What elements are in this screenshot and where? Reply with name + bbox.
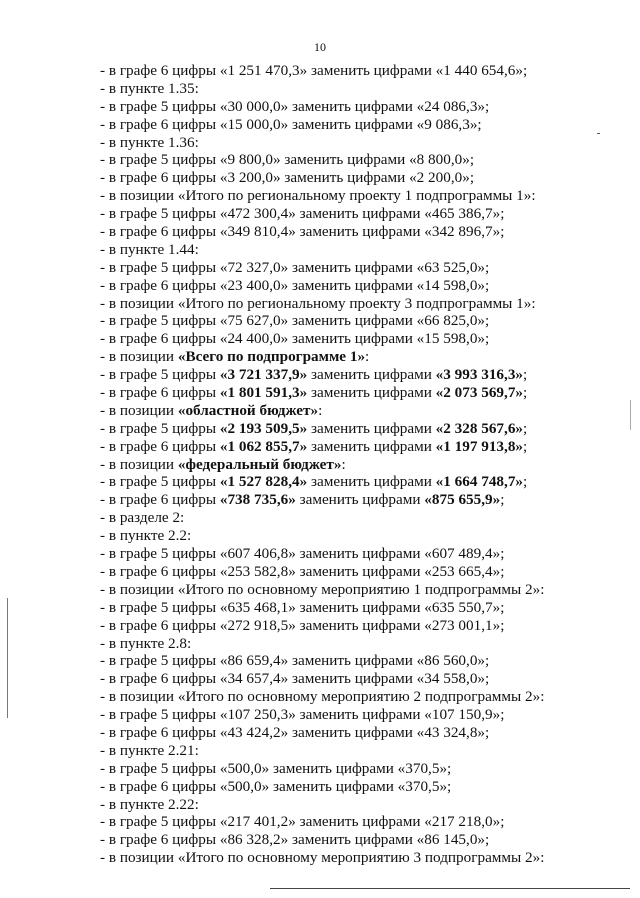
text-fragment: - в позиции «Итого по региональному проекту 3 подпрограммы 1»: bbox=[100, 294, 536, 312]
text-line bbox=[100, 831, 620, 849]
text-line bbox=[100, 151, 620, 169]
text-fragment: ; bbox=[523, 419, 528, 437]
bold-text-fragment: «875 655,9» bbox=[424, 491, 501, 509]
text-fragment: - в графе 5 цифры «86 659,4» заменить цифрами «86 560,0»; bbox=[100, 652, 490, 670]
text-fragment: ; bbox=[523, 384, 528, 402]
bold-text-fragment: «1 197 913,8» bbox=[435, 437, 523, 455]
bold-text-fragment: «2 073 569,7» bbox=[435, 384, 523, 402]
text-line bbox=[100, 509, 620, 527]
text-fragment: - в графе 6 цифры «23 400,0» заменить цифрами «14 598,0»; bbox=[100, 276, 490, 294]
text-fragment: - в графе 6 цифры bbox=[100, 384, 220, 402]
text-fragment: заменить цифрами bbox=[307, 437, 436, 455]
bold-text-fragment: «федеральный бюджет» bbox=[177, 455, 342, 473]
text-line bbox=[100, 849, 620, 867]
text-fragment: заменить цифрами bbox=[307, 419, 436, 437]
text-fragment: - в графе 6 цифры «34 657,4» заменить цифрами «34 558,0»; bbox=[100, 670, 490, 688]
text-fragment: - в графе 6 цифры «253 582,8» заменить цифрами «253 665,4»; bbox=[100, 562, 505, 580]
text-line bbox=[100, 527, 620, 545]
text-fragment: - в графе 6 цифры «3 200,0» заменить цифрами «2 200,0»; bbox=[100, 169, 475, 187]
text-line bbox=[100, 581, 620, 599]
text-fragment: - в графе 5 цифры «635 468,1» заменить цифрами «635 550,7»; bbox=[100, 598, 505, 616]
text-fragment: - в графе 6 цифры «24 400,0» заменить цифрами «15 598,0»; bbox=[100, 330, 490, 348]
bold-text-fragment: «2 328 567,6» bbox=[435, 419, 523, 437]
text-line bbox=[100, 724, 620, 742]
text-line bbox=[100, 205, 620, 223]
text-line bbox=[100, 348, 620, 366]
text-fragment: - в графе 5 цифры «107 250,3» заменить цифрами «107 150,9»; bbox=[100, 706, 505, 724]
text-fragment: - в графе 5 цифры «500,0» заменить цифрами «370,5»; bbox=[100, 759, 452, 777]
text-fragment: - в графе 5 цифры «9 800,0» заменить цифрами «8 800,0»; bbox=[100, 151, 475, 169]
text-line bbox=[100, 116, 620, 134]
text-line bbox=[100, 635, 620, 653]
text-fragment: заменить цифрами bbox=[295, 491, 425, 509]
text-line bbox=[100, 670, 620, 688]
text-fragment: : bbox=[318, 401, 323, 419]
text-line bbox=[100, 706, 620, 724]
margin-scan-mark bbox=[630, 400, 631, 430]
text-fragment: заменить цифрами bbox=[307, 473, 436, 491]
document-body bbox=[100, 62, 620, 867]
bold-text-fragment: «1 062 855,7» bbox=[219, 437, 308, 455]
text-line bbox=[100, 223, 620, 241]
text-line bbox=[100, 688, 620, 706]
bold-text-fragment: «1 801 591,3» bbox=[219, 384, 308, 402]
text-fragment: - в графе 6 цифры bbox=[100, 491, 220, 509]
text-fragment: - в графе 6 цифры «349 810,4» заменить цифрами «342 896,7»; bbox=[100, 223, 505, 241]
text-fragment: - в позиции bbox=[100, 401, 178, 419]
text-line bbox=[100, 98, 620, 116]
text-fragment: ; bbox=[523, 437, 528, 455]
margin-scan-mark bbox=[7, 598, 8, 718]
text-fragment: - в позиции «Итого по основному мероприятию 2 подпрограммы 2»: bbox=[100, 688, 545, 706]
text-fragment: - в графе 5 цифры «72 327,0» заменить цифрами «63 525,0»; bbox=[100, 258, 490, 276]
bold-text-fragment: «738 735,6» bbox=[219, 491, 296, 509]
text-line bbox=[100, 295, 620, 313]
scan-artifact bbox=[597, 133, 600, 134]
text-fragment: - в пункте 1.36: bbox=[100, 133, 199, 151]
bold-text-fragment: «областной бюджет» bbox=[177, 401, 319, 419]
text-line bbox=[100, 742, 620, 760]
text-fragment: - в пункте 1.35: bbox=[100, 79, 199, 97]
text-fragment: - в пункте 2.22: bbox=[100, 795, 199, 813]
text-fragment: - в графе 5 цифры «75 627,0» заменить цифрами «66 825,0»; bbox=[100, 312, 490, 330]
text-fragment: - в пункте 1.44: bbox=[100, 240, 199, 258]
text-fragment: - в графе 6 цифры «86 328,2» заменить цифрами «86 145,0»; bbox=[100, 831, 490, 849]
text-fragment: - в графе 5 цифры «472 300,4» заменить цифрами «465 386,7»; bbox=[100, 205, 505, 223]
text-line bbox=[100, 187, 620, 205]
text-fragment: - в позиции «Итого по региональному проекту 1 подпрограммы 1»: bbox=[100, 187, 536, 205]
text-line bbox=[100, 796, 620, 814]
text-line bbox=[100, 456, 620, 474]
text-fragment: - в графе 5 цифры «607 406,8» заменить цифрами «607 489,4»; bbox=[100, 545, 505, 563]
text-line bbox=[100, 80, 620, 98]
page-number: 10 bbox=[314, 40, 326, 54]
text-fragment: - в графе 5 цифры «30 000,0» заменить цифрами «24 086,3»; bbox=[100, 97, 490, 115]
text-fragment: - в графе 6 цифры «272 918,5» заменить цифрами «273 001,1»; bbox=[100, 616, 505, 634]
text-line bbox=[100, 599, 620, 617]
text-fragment: - в графе 6 цифры «1 251 470,3» заменить цифрами «1 440 654,6»; bbox=[100, 62, 528, 79]
bold-text-fragment: «1 527 828,4» bbox=[219, 473, 308, 491]
text-line bbox=[100, 277, 620, 295]
text-line bbox=[100, 241, 620, 259]
text-line bbox=[100, 778, 620, 796]
text-fragment: - в позиции bbox=[100, 348, 178, 366]
text-fragment: ; bbox=[523, 473, 528, 491]
text-line bbox=[100, 491, 620, 509]
bottom-rule bbox=[270, 888, 630, 889]
text-line bbox=[100, 420, 620, 438]
text-fragment: - в графе 6 цифры «43 424,2» заменить цифрами «43 324,8»; bbox=[100, 723, 490, 741]
text-fragment: - в позиции «Итого по основному мероприятию 1 подпрограммы 2»: bbox=[100, 580, 545, 598]
text-fragment: - в позиции bbox=[100, 455, 178, 473]
text-line bbox=[100, 134, 620, 152]
text-line bbox=[100, 384, 620, 402]
text-line bbox=[100, 169, 620, 187]
text-fragment: - в разделе 2: bbox=[100, 509, 185, 527]
bold-text-fragment: «3 993 316,3» bbox=[435, 366, 523, 384]
text-line bbox=[100, 473, 620, 491]
text-fragment: : bbox=[365, 348, 370, 366]
text-fragment: - в пункте 2.8: bbox=[100, 634, 192, 652]
text-fragment: - в графе 5 цифры «217 401,2» заменить цифрами «217 218,0»; bbox=[100, 813, 505, 831]
text-fragment: - в графе 5 цифры bbox=[100, 473, 220, 491]
text-line bbox=[100, 563, 620, 581]
bold-text-fragment: «3 721 337,9» bbox=[219, 366, 308, 384]
text-fragment: заменить цифрами bbox=[307, 384, 436, 402]
text-line bbox=[100, 312, 620, 330]
text-line bbox=[100, 760, 620, 778]
text-fragment: - в пункте 2.21: bbox=[100, 741, 199, 759]
text-line bbox=[100, 330, 620, 348]
bold-text-fragment: «1 664 748,7» bbox=[435, 473, 523, 491]
text-line bbox=[100, 259, 620, 277]
text-fragment: - в графе 5 цифры bbox=[100, 419, 220, 437]
text-fragment: - в графе 6 цифры «500,0» заменить цифрами «370,5»; bbox=[100, 777, 452, 795]
text-fragment: заменить цифрами bbox=[307, 366, 436, 384]
text-fragment: - в позиции «Итого по основному мероприятию 3 подпрограммы 2»: bbox=[100, 849, 545, 867]
text-line bbox=[100, 62, 620, 80]
text-line bbox=[100, 438, 620, 456]
text-line bbox=[100, 402, 620, 420]
bold-text-fragment: «2 193 509,5» bbox=[219, 419, 308, 437]
text-line bbox=[100, 652, 620, 670]
text-line bbox=[100, 545, 620, 563]
text-fragment: - в графе 5 цифры bbox=[100, 366, 220, 384]
text-fragment: - в пункте 2.2: bbox=[100, 527, 192, 545]
text-fragment: ; bbox=[523, 366, 528, 384]
text-fragment: - в графе 6 цифры bbox=[100, 437, 220, 455]
bold-text-fragment: «Всего по подпрограмме 1» bbox=[177, 348, 366, 366]
text-fragment: : bbox=[341, 455, 346, 473]
text-fragment: - в графе 6 цифры «15 000,0» заменить цифрами «9 086,3»; bbox=[100, 115, 482, 133]
text-line bbox=[100, 813, 620, 831]
text-fragment: ; bbox=[500, 491, 505, 509]
text-line bbox=[100, 617, 620, 635]
text-line bbox=[100, 366, 620, 384]
